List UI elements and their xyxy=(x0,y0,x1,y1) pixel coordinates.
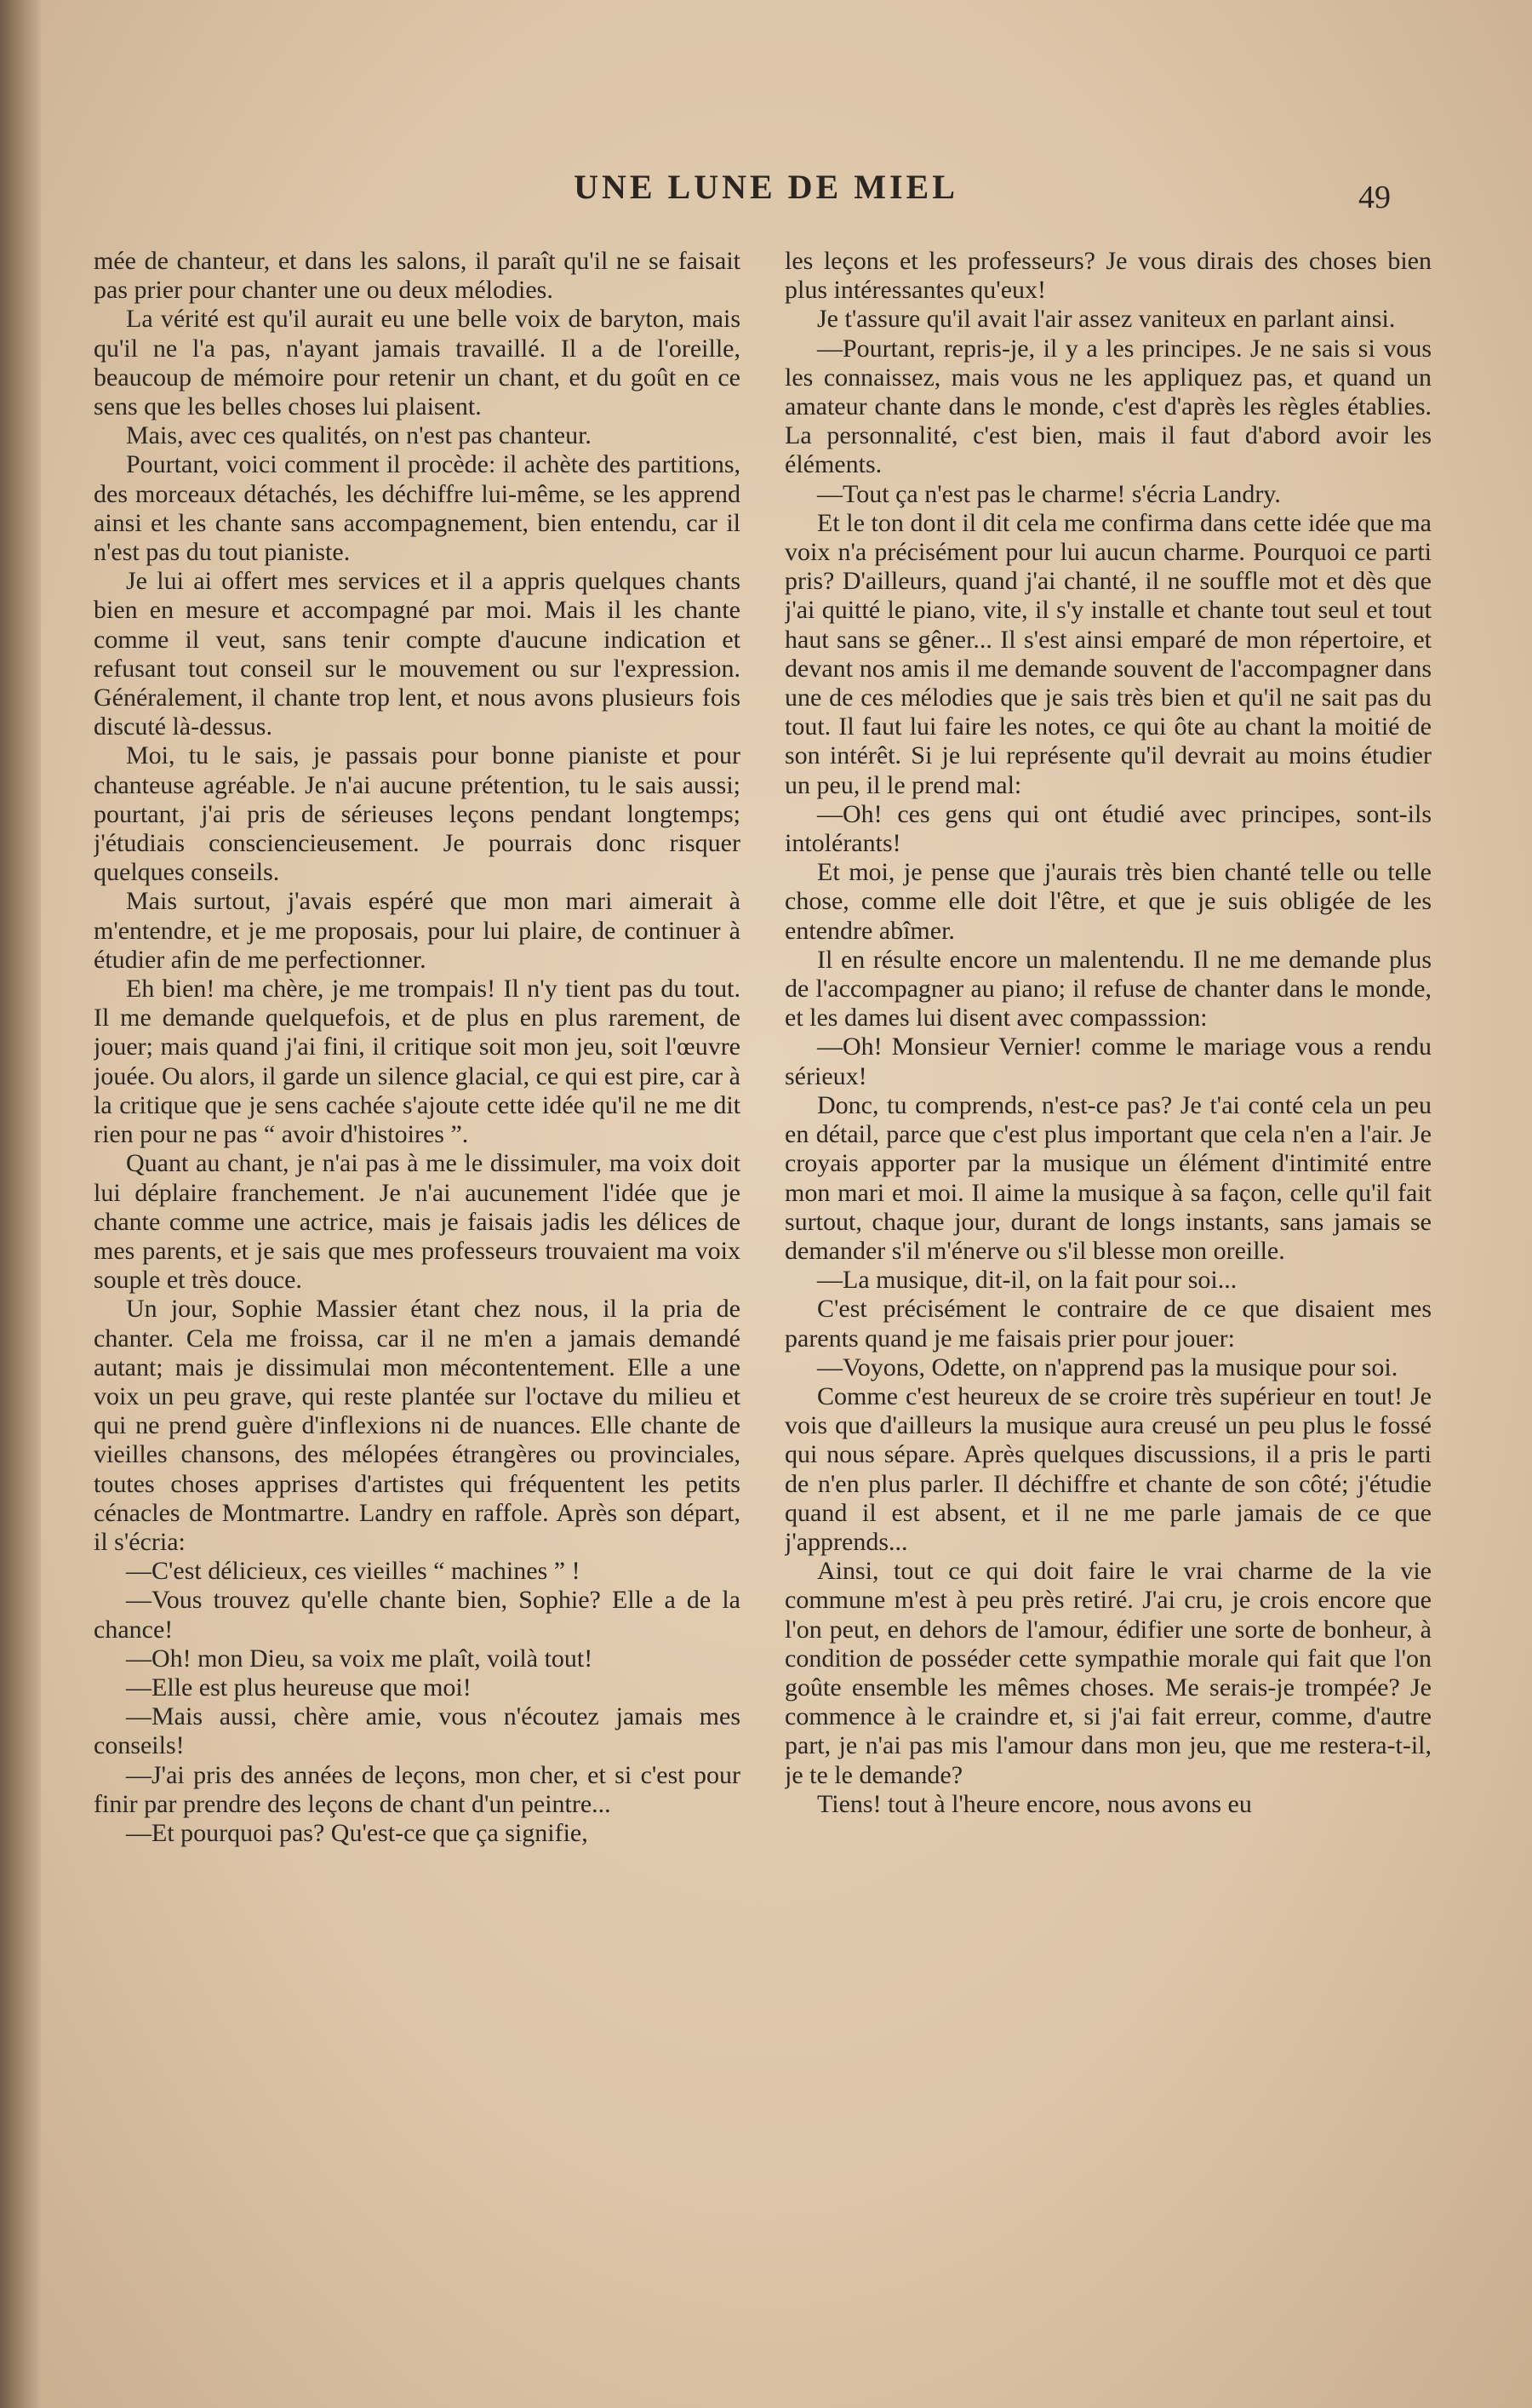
paragraph: —C'est délicieux, ces vieilles “ machines ” ! xyxy=(126,1557,580,1586)
paragraph: Un jour, Sophie Massier étant chez nous, il la pria de chanter. Cela me froissa, car il ne m'en a jamais demandé autant; mais je dissimulai mon mécontentement. Elle a une voix un peu grave, qui reste plantée sur l'octave du milieu et qui ne prend guère d'inflexions ni de nuances. Elle chante de vieilles chansons, des mélopées étrangères ou provinciales, toutes choses apprises d'artistes qui fréquentent les petits cénacles de Montmartre. Landry en raffole. Après son départ, il s'écria: xyxy=(94,1295,740,1556)
paragraph: Mais, avec ces qualités, on n'est pas chanteur. xyxy=(126,421,592,450)
paragraph: —Voyons, Odette, on n'apprend pas la musique pour soi. xyxy=(817,1353,1398,1381)
paragraph: —Oh! ces gens qui ont étudié avec principes, sont-ils intolérants! xyxy=(785,799,1432,858)
paragraph: Et le ton dont il dit cela me confirma dans cette idée que ma voix n'a précisément pour lui aucun charme. Pourquoi ce parti pris? D'ailleurs, quand j'ai chanté, il ne souffle mot et dès que j'ai quitté le piano, vite, il s'y installe et chante tout seul et tout haut sans se gêner... Il s'est ainsi emparé de mon répertoire, et devant nos amis il me demande souvent de l'accompagner dans une de ces mélodies que je sais très bien et qu'il ne sait pas du tout. Il faut lui faire les notes, ce qui ôte au chant la moitié de son intérêt. Si je lui représente qu'il devrait au moins étudier un peu, il le prend mal: xyxy=(785,508,1432,799)
paragraph: mée de chanteur, et dans les salons, il paraît qu'il ne se faisait pas prier pour chanter une ou deux mélodies. xyxy=(94,247,740,305)
paragraph: les leçons et les professeurs? Je vous dirais des choses bien plus intéressantes qu'eux! xyxy=(785,247,1432,305)
running-head-title: UNE LUNE DE MIEL xyxy=(574,168,958,206)
paragraph: Mais surtout, j'avais espéré que mon mari aimerait à m'entendre, et je me proposais, pour lui plaire, de continuer à étudier afin de me perfectionner. xyxy=(94,887,740,974)
paragraph: Je t'assure qu'il avait l'air assez vaniteux en parlant ainsi. xyxy=(817,305,1396,334)
paragraph: Je lui ai offert mes services et il a appris quelques chants bien en mesure et accompagné par moi. Mais il les chante comme il veut, sans tenir compte d'aucune indication et refusant tout conseil sur le mouvement ou sur l'expression. Généralement, il chante trop lent, et nous avons plusieurs fois discuté là-dessus. xyxy=(94,567,740,741)
paragraph: Il en résulte encore un malentendu. Il ne me demande plus de l'accompagner au piano; il refuse de chanter dans le monde, et les dames lui disent avec compasssion: xyxy=(785,945,1432,1032)
book-spine-shadow xyxy=(0,0,41,2408)
paragraph: —Elle est plus heureuse que moi! xyxy=(126,1673,472,1702)
paragraph: —Tout ça n'est pas le charme! s'écria Landry. xyxy=(817,479,1281,508)
paragraph: La vérité est qu'il aurait eu une belle voix de baryton, mais qu'il ne l'a pas, n'ayant jamais travaillé. Il a de l'oreille, beaucoup de mémoire pour retenir un chant, et du goût en ce sens que les belles choses lui plaisent. xyxy=(94,305,740,421)
paragraph: —Pourtant, repris-je, il y a les principes. Je ne sais si vous les connaissez, mais vous ne les appliquez pas, et quand un amateur chante dans le monde, c'est d'après les règles établies. La personnalité, c'est bien, mais il faut d'abord avoir les éléments. xyxy=(785,334,1432,479)
paragraph: C'est précisément le contraire de ce que disaient mes parents quand je me faisais prier pour jouer: xyxy=(785,1295,1432,1353)
page-number: 49 xyxy=(1358,180,1391,215)
paragraph: —Oh! Monsieur Vernier! comme le mariage vous a rendu sérieux! xyxy=(785,1032,1432,1090)
paragraph: Moi, tu le sais, je passais pour bonne pianiste et pour chanteuse agréable. Je n'ai aucune prétention, tu le sais aussi; pourtant, j'ai pris de sérieuses leçons pendant longtemps; j'étudiais consciencieusement. Je pourrais donc risquer quelques conseils. xyxy=(94,741,740,887)
paragraph: Tiens! tout à l'heure encore, nous avons eu xyxy=(817,1789,1252,1818)
paragraph: Ainsi, tout ce qui doit faire le vrai charme de la vie commune m'est à peu près retiré. J'ai cru, je crois encore que l'on peut, en dehors de l'amour, édifier une sorte de bonheur, à condition de posséder cette sympathie morale qui fait que l'on goûte ensemble les mêmes choses. Me serais-je trompée? Je commence à le craindre et, si j'ai fait erreur, comme, d'autre part, je n'ai pas mis l'amour dans mon jeu, que me restera-t-il, je te le demande? xyxy=(785,1557,1432,1789)
paragraph: Quant au chant, je n'ai pas à me le dissimuler, ma voix doit lui déplaire franchement. Je n'ai aucunement l'idée que je chante comme une actrice, mais je faisais jadis les délices de mes parents, et je sais que mes professeurs trouvaient ma voix souple et très douce. xyxy=(94,1149,740,1295)
paragraph: —Vous trouvez qu'elle chante bien, Sophie? Elle a de la chance! xyxy=(94,1586,740,1644)
paragraph: Et moi, je pense que j'aurais très bien chanté telle ou telle chose, comme elle doit l'être, et que je suis obligée de les entendre abîmer. xyxy=(785,858,1432,945)
paragraph: —J'ai pris des années de leçons, mon cher, et si c'est pour finir par prendre des leçons de chant d'un peintre... xyxy=(94,1760,740,1818)
paragraph: —Oh! mon Dieu, sa voix me plaît, voilà tout! xyxy=(126,1644,593,1673)
right-text-column xyxy=(785,247,1432,2273)
paragraph: Comme c'est heureux de se croire très supérieur en tout! Je vois que d'ailleurs la musique aura creusé un peu plus le fossé qui nous sépare. Après quelques discussions, il a pris le parti de n'en plus parler. Il déchiffre et chante de son côté; j'étudie quand il est absent, et il ne me parle jamais de ce que j'apprends... xyxy=(785,1381,1432,1556)
paragraph: —Et pourquoi pas? Qu'est-ce que ça signifie, xyxy=(126,1818,588,1847)
paragraph: Donc, tu comprends, n'est-ce pas? Je t'ai conté cela un peu en détail, parce que c'est plus important que cela n'en a l'air. Je croyais apporter par la musique un élément d'intimité entre mon mari et moi. Il aime la musique à sa façon, celle qu'il fait surtout, chaque jour, durant de longs instants, sans jamais se demander s'il m'énerve ou s'il blesse mon oreille. xyxy=(785,1090,1432,1265)
left-text-column xyxy=(94,247,740,2273)
paragraph: —La musique, dit-il, on la fait pour soi... xyxy=(817,1266,1238,1295)
paragraph: Eh bien! ma chère, je me trompais! Il n'y tient pas du tout. Il me demande quelquefois, et de plus en plus rarement, de jouer; mais quand j'ai fini, il critique soit mon jeu, soit l'œuvre jouée. Ou alors, il garde un silence glacial, ce qui est pire, car à la critique que je sens cachée s'ajoute cette idée qu'il ne me dit rien pour ne pas “ avoir d'histoires ”. xyxy=(94,975,740,1149)
paragraph: —Mais aussi, chère amie, vous n'écoutez jamais mes conseils! xyxy=(94,1702,740,1760)
paragraph: Pourtant, voici comment il procède: il achète des partitions, des morceaux détachés, les déchiffre lui-même, se les apprend ainsi et les chante sans accompagnement, bien entendu, car il n'est pas du tout pianiste. xyxy=(94,450,740,567)
